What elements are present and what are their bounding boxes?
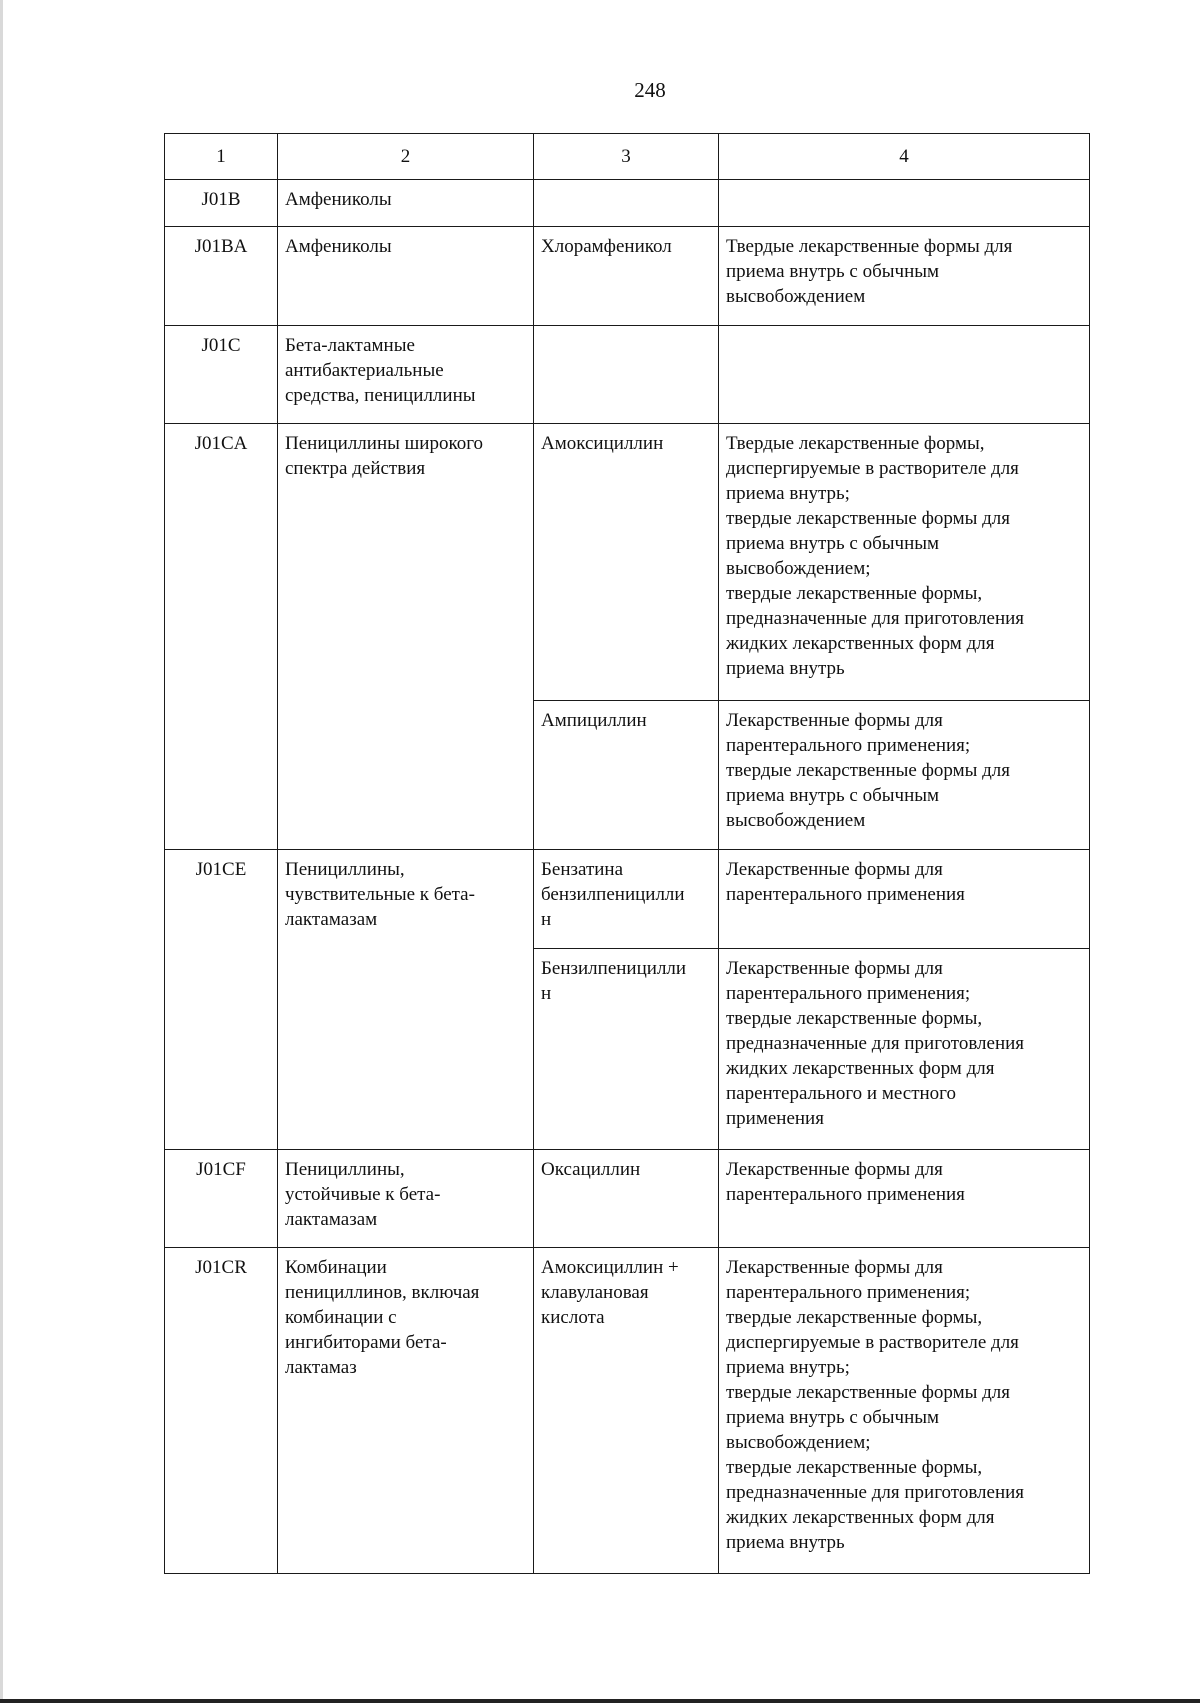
dosage-forms: Лекарственные формы для парентерального применения; твердые лекарственные формы для приема внутрь с обычным высвобождением: [719, 701, 1090, 850]
drug-name: Ампициллин: [534, 701, 719, 850]
table-row: [165, 326, 1090, 424]
dosage-forms: Твердые лекарственные формы, диспергируемые в растворителе для приема внутрь; твердые лекарственные формы для приема внутрь с обычным высвобождением; твердые лекарственные формы, предназначенные для приготовления жидких лекарственных форм для приема внутрь: [719, 424, 1090, 701]
drug-name: [534, 326, 719, 424]
medication-table: [164, 133, 1090, 1574]
dosage-forms: [719, 326, 1090, 424]
drug-name: Амоксициллин: [534, 424, 719, 701]
scan-left-edge: [0, 0, 3, 1703]
atc-code: J01B: [165, 180, 278, 227]
atc-code: J01CR: [165, 1248, 278, 1574]
table-row: [165, 180, 1090, 227]
dosage-forms: Твердые лекарственные формы для приема внутрь с обычным высвобождением: [719, 227, 1090, 326]
drug-name: Бензатина бензилпеницилли н: [534, 850, 719, 949]
atc-code: J01BA: [165, 227, 278, 326]
drug-name: Бензилпеницилли н: [534, 949, 719, 1150]
drug-name: Оксациллин: [534, 1150, 719, 1248]
dosage-forms: Лекарственные формы для парентерального применения; твердые лекарственные формы, предназначенные для приготовления жидких лекарственных форм для парентерального и местного применения: [719, 949, 1090, 1150]
drug-name: [534, 180, 719, 227]
group-name: Комбинации пенициллинов, включая комбинации с ингибиторами бета- лактамаз: [278, 1248, 534, 1574]
group-name: Амфениколы: [278, 227, 534, 326]
table-row: [165, 1248, 1090, 1574]
page-number: 248: [634, 78, 666, 102]
atc-code: J01C: [165, 326, 278, 424]
table-row: [165, 1150, 1090, 1248]
group-name: Пенициллины, устойчивые к бета- лактамазам: [278, 1150, 534, 1248]
table-header-row: [165, 134, 1090, 180]
dosage-forms: Лекарственные формы для парентерального применения; твердые лекарственные формы, диспергируемые в растворителе для приема внутрь; твердые лекарственные формы для приема внутрь с обычным высвобождением; твердые лекарственные формы, предназначенные для приготовления жидких лекарственных форм для приема внутрь: [719, 1248, 1090, 1574]
drug-name: Амоксициллин + клавулановая кислота: [534, 1248, 719, 1574]
atc-code: J01CE: [165, 850, 278, 1150]
scan-bottom-edge: [0, 1699, 1200, 1703]
group-name: Пенициллины широкого спектра действия: [278, 424, 534, 850]
table-row: [165, 227, 1090, 326]
dosage-forms: Лекарственные формы для парентерального применения: [719, 850, 1090, 949]
header-col-4: 4: [719, 134, 1090, 180]
atc-code: J01CF: [165, 1150, 278, 1248]
dosage-forms: Лекарственные формы для парентерального применения: [719, 1150, 1090, 1248]
header-col-1: 1: [165, 134, 278, 180]
table-row: [165, 850, 1090, 949]
header-col-2: 2: [278, 134, 534, 180]
drug-name: Хлорамфеникол: [534, 227, 719, 326]
dosage-forms: [719, 180, 1090, 227]
atc-code: J01CA: [165, 424, 278, 850]
group-name: Пенициллины, чувствительные к бета- лактамазам: [278, 850, 534, 1150]
group-name: Бета-лактамные антибактериальные средства, пенициллины: [278, 326, 534, 424]
header-col-3: 3: [534, 134, 719, 180]
table-row: [165, 424, 1090, 701]
group-name: Амфениколы: [278, 180, 534, 227]
